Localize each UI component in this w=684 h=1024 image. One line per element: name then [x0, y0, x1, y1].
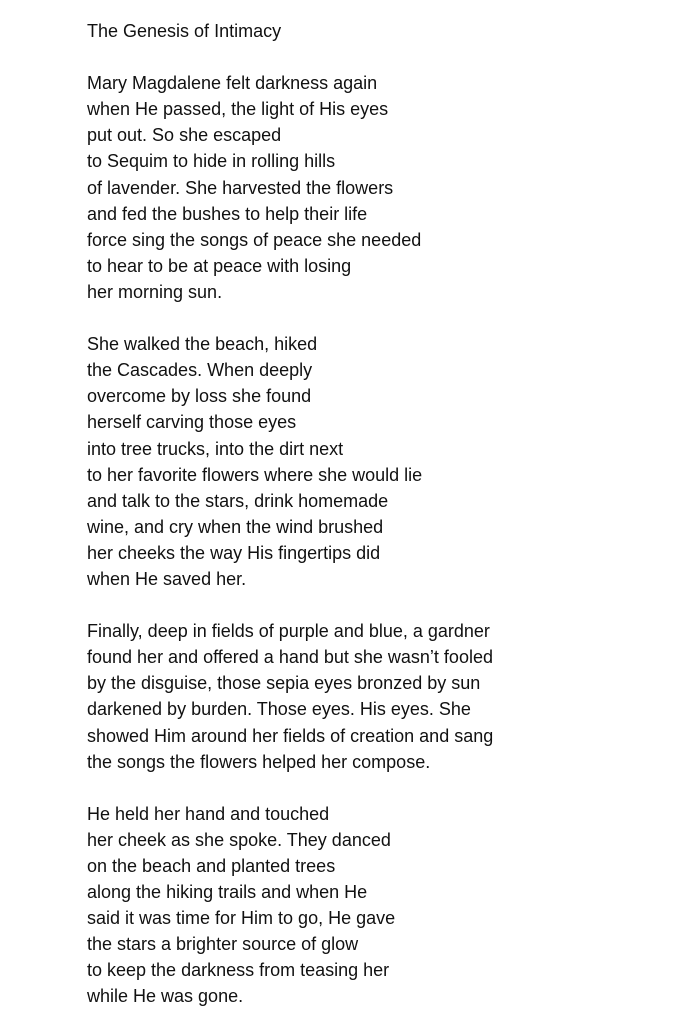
poem-line: by the disguise, those sepia eyes bronzed by sun — [87, 673, 481, 694]
poem-line: darkened by burden. Those eyes. His eyes. She — [87, 699, 471, 720]
poem-line: herself carving those eyes — [87, 412, 297, 433]
poem-line: He held her hand and touched — [87, 803, 330, 824]
poem-line: her morning sun. — [87, 281, 223, 302]
stanza-1 — [87, 70, 667, 305]
poem-line: overcome by loss she found — [87, 386, 312, 407]
poem-line: while He was gone. — [87, 986, 244, 1007]
stanza-2 — [87, 331, 667, 592]
poem-line: She walked the beach, hiked — [87, 334, 318, 355]
poem-line: to hear to be at peace with losing — [87, 255, 352, 276]
poem-line: found her and offered a hand but she wasn’t fooled — [87, 647, 493, 668]
poem-line: put out. So she escaped — [87, 125, 282, 146]
stanza-4 — [87, 801, 667, 1010]
poem-line: her cheek as she spoke. They danced — [87, 829, 391, 850]
poem-line: force sing the songs of peace she needed — [87, 229, 422, 250]
poem-line: the stars a brighter source of glow — [87, 934, 359, 955]
poem-line: of lavender. She harvested the flowers — [87, 177, 394, 198]
poem-line: along the hiking trails and when He — [87, 882, 368, 903]
poem-line: into tree trucks, into the dirt next — [87, 438, 344, 459]
poem-line: to her favorite flowers where she would lie — [87, 464, 423, 485]
document-page — [87, 18, 667, 1010]
poem-title: The Genesis of Intimacy — [87, 21, 282, 41]
poem-line: wine, and cry when the wind brushed — [87, 516, 384, 537]
poem-line: the songs the flowers helped her compose. — [87, 751, 431, 772]
poem-line: showed Him around her fields of creation and sang — [87, 725, 494, 746]
poem-line: to Sequim to hide in rolling hills — [87, 151, 336, 172]
poem-line: and talk to the stars, drink homemade — [87, 490, 389, 511]
poem-line: Finally, deep in fields of purple and blue, a gardner — [87, 621, 490, 642]
poem-line: her cheeks the way His fingertips did — [87, 542, 381, 563]
poem-line: when He saved her. — [87, 568, 247, 589]
poem-line: to keep the darkness from teasing her — [87, 960, 390, 981]
poem-line: and fed the bushes to help their life — [87, 203, 368, 224]
poem-line: said it was time for Him to go, He gave — [87, 908, 396, 929]
poem-line: the Cascades. When deeply — [87, 360, 313, 381]
poem-line: Mary Magdalene felt darkness again — [87, 73, 378, 94]
poem-line: when He passed, the light of His eyes — [87, 99, 389, 120]
poem-line: on the beach and planted trees — [87, 856, 336, 876]
stanza-3 — [87, 618, 667, 775]
